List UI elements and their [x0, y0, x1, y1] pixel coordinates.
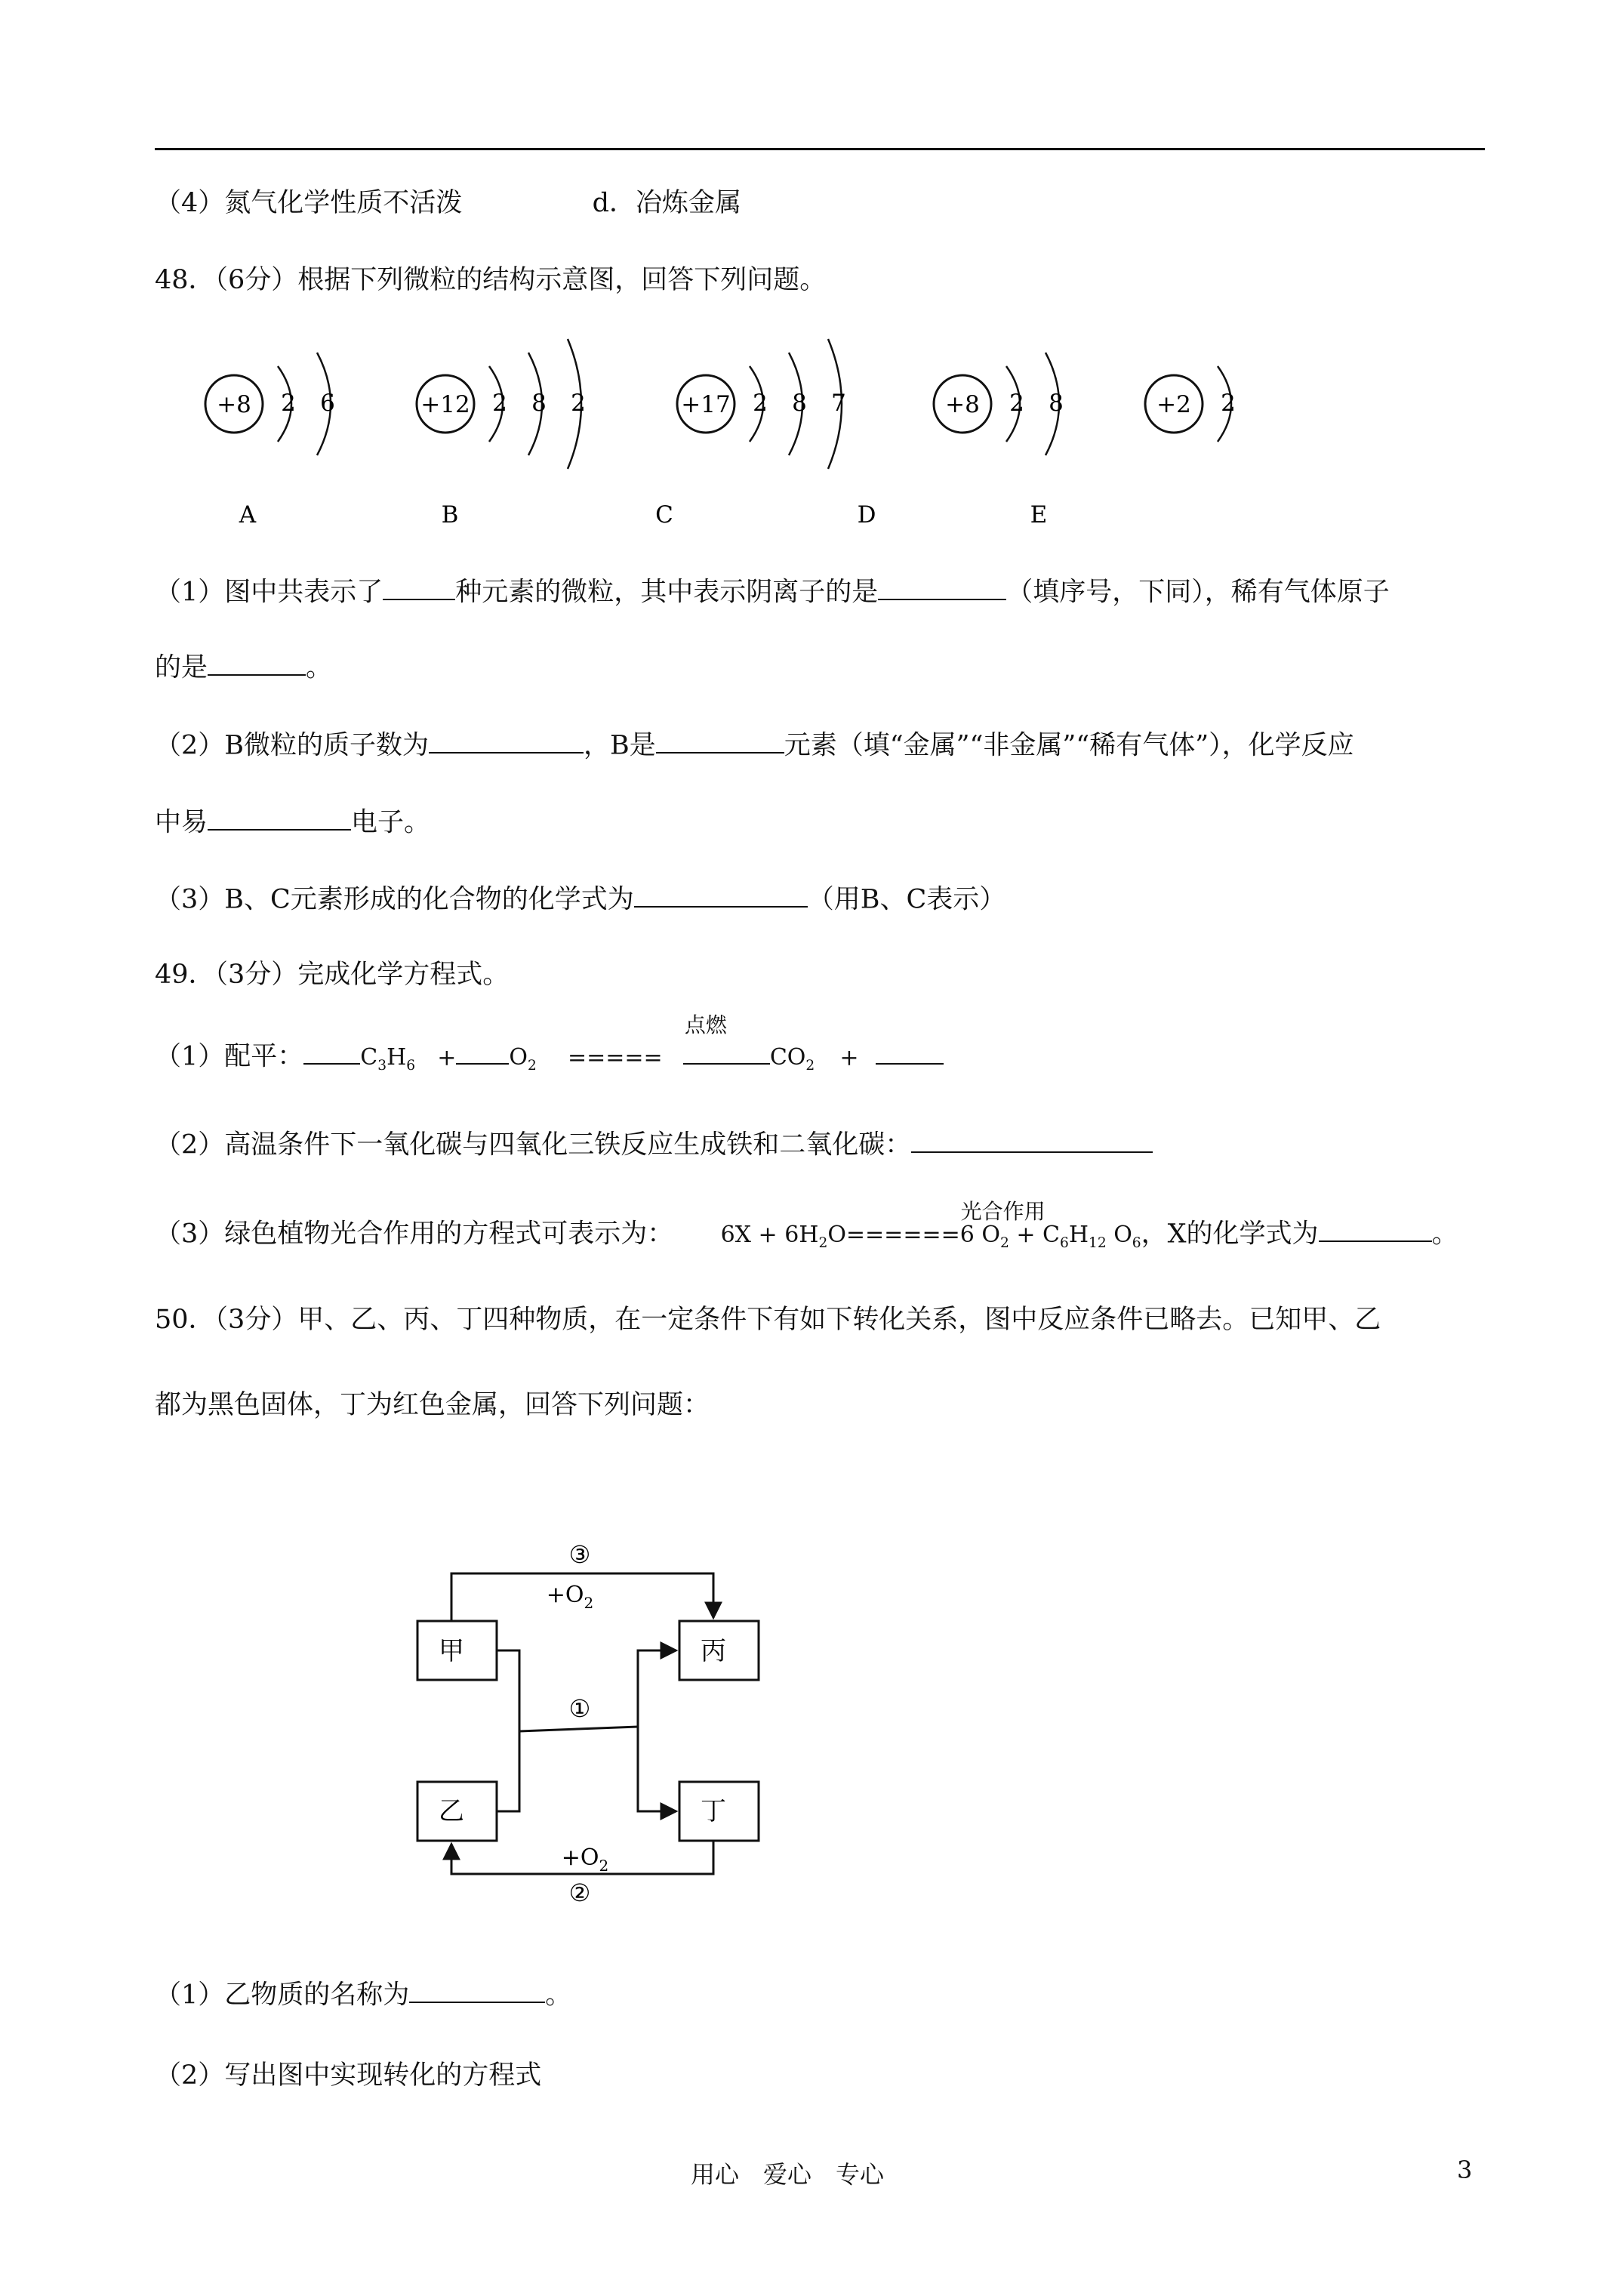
nucleus-charge: +8 [217, 391, 251, 418]
arrow-to-ding [638, 1727, 676, 1811]
electron-count: 2 [281, 390, 296, 417]
q47-option-d: d．冶炼金属 [592, 188, 741, 218]
atom-structure-diagrams [0, 0, 1623, 544]
q48-p2-text-d: 中易 [155, 807, 208, 838]
answer-blank[interactable] [456, 1038, 509, 1065]
atom-label: C [655, 501, 673, 529]
q48-p1-text-b: 种元素的微粒，其中表示阴离子的是 [455, 577, 879, 608]
atom-label: D [857, 501, 876, 529]
q48-part-2-cont [155, 804, 430, 838]
q50-p1-text: （1）乙物质的名称为 [155, 1980, 410, 2011]
q47-item-4-text: （4）氮气化学性质不活泼 [155, 188, 463, 218]
plus-sign: + [437, 1044, 457, 1071]
o2-top: $+O_2$ [546, 1582, 594, 1612]
atom-diagram-C [655, 339, 846, 529]
q50-p1-end: 。 [545, 1980, 572, 2011]
formula-c3h6: $C_3H_6$ [360, 1044, 416, 1074]
q50-part-1 [155, 1977, 571, 2011]
q48-part-2 [155, 727, 1354, 761]
q50-heading: 50．（3分）甲、乙、丙、丁四种物质，在一定条件下有如下转化关系，图中反应条件已略去。已知甲、乙 [155, 1305, 1381, 1335]
formula-co2: $CO_2$ [769, 1044, 815, 1074]
electron-count: 8 [531, 390, 547, 417]
q48-p3-text-a: （3）B、C元素形成的化合物的化学式为 [155, 884, 634, 915]
electron-count: 2 [1221, 390, 1236, 417]
q49-part-1 [155, 1012, 944, 1075]
q48-p1-text-d: 的是 [155, 652, 208, 683]
label-ding: 丁 [701, 1796, 726, 1826]
q49-heading: 49．（3分）完成化学方程式。 [155, 960, 510, 990]
answer-blank[interactable] [1319, 1216, 1432, 1242]
formula-o2: $O_2$ [509, 1044, 537, 1074]
q48-part-3 [155, 881, 1006, 915]
q48-part-1 [155, 574, 1390, 608]
q49-p3-end: 。 [1431, 1219, 1458, 1250]
electron-count: 8 [792, 390, 807, 417]
equation-arrow: ===== [567, 1044, 663, 1071]
reaction-condition: 光合作用 [960, 1199, 1046, 1225]
bracket-left [497, 1650, 519, 1811]
plus-sign: + [839, 1044, 859, 1071]
q49-part-3 [155, 1199, 1458, 1253]
o2-bottom: $+O_2$ [561, 1845, 609, 1875]
q48-p2-text-b: ，B是 [584, 730, 656, 761]
q48-p2-text-a: （2）B微粒的质子数为 [155, 730, 429, 761]
page-number: 3 [1457, 2156, 1473, 2184]
electron-count: 8 [1049, 390, 1064, 417]
atom-label: B [441, 501, 459, 529]
label-jia: 甲 [439, 1636, 464, 1666]
mark-3: ③ [568, 1540, 591, 1569]
answer-blank[interactable] [876, 1038, 944, 1065]
q48-p2-text-e: 电子。 [351, 807, 431, 838]
q48-p3-text-b: （用B、C表示） [807, 884, 1006, 915]
answer-blank[interactable] [409, 1977, 545, 2003]
nucleus-charge: +8 [945, 391, 980, 418]
q49-p3-tail: ，X的化学式为 [1141, 1219, 1319, 1250]
atom-label: A [239, 501, 257, 529]
footer-motto: 用心 爱心 专心 [691, 2160, 885, 2189]
nucleus-charge: +17 [681, 391, 731, 418]
photosynthesis-equation: 光合作用 $6X + 6H_2O======6$ $O_2 + C_6H_{12}$ $O_6$ [720, 1199, 1141, 1252]
electron-count: 2 [1009, 390, 1024, 417]
q49-part-2 [155, 1126, 1153, 1160]
electron-count: 7 [831, 390, 846, 417]
answer-blank[interactable] [208, 649, 306, 676]
nucleus-charge: +2 [1156, 391, 1191, 418]
atom-diagram-B [417, 339, 586, 529]
answer-blank[interactable] [383, 574, 455, 600]
answer-blank[interactable] [208, 804, 351, 831]
answer-blank[interactable] [683, 1038, 770, 1065]
reaction-1-line [519, 1727, 638, 1731]
atom-label: E [1030, 501, 1048, 529]
q50-part-2: （2）写出图中实现转化的方程式 [155, 2060, 542, 2091]
q48-part-1-cont [155, 649, 332, 683]
electron-count: 2 [492, 390, 507, 417]
label-bing: 丙 [701, 1636, 726, 1666]
q50-heading-cont: 都为黑色固体，丁为红色金属，回答下列问题： [155, 1390, 710, 1420]
mark-1: ① [568, 1694, 591, 1723]
answer-blank[interactable] [911, 1126, 1153, 1153]
q49-p1-label: （1）配平： [155, 1041, 304, 1072]
answer-blank[interactable] [656, 727, 784, 754]
electron-count: 6 [320, 390, 335, 417]
q49-p3-label: （3）绿色植物光合作用的方程式可表示为： [155, 1219, 674, 1250]
atom-diagram-A [205, 353, 335, 529]
q48-p1-text-a: （1）图中共表示了 [155, 577, 383, 608]
mark-2: ② [568, 1878, 591, 1907]
q48-heading: 48．（6分）根据下列微粒的结构示意图，回答下列问题。 [155, 265, 827, 295]
answer-blank[interactable] [878, 574, 1006, 600]
q48-p2-text-c: 元素（填“金属”“非金属”“稀有气体”），化学反应 [784, 730, 1354, 761]
reaction-condition: 点燃 [684, 1012, 727, 1037]
q48-p1-text-e: 。 [306, 652, 333, 683]
answer-blank[interactable] [634, 881, 808, 908]
label-yi: 乙 [439, 1796, 464, 1826]
conversion-diagram [0, 1533, 1623, 1925]
q48-p1-text-c: （填序号，下同），稀有气体原子 [1006, 577, 1390, 608]
q49-p2-text: （2）高温条件下一氧化碳与四氧化三铁反应生成铁和二氧化碳： [155, 1130, 912, 1160]
answer-blank[interactable] [429, 727, 584, 754]
electron-count: 2 [571, 390, 586, 417]
electron-count: 2 [753, 390, 768, 417]
nucleus-charge: +12 [420, 391, 470, 418]
arrow-to-bing [638, 1650, 676, 1727]
answer-blank[interactable] [303, 1038, 360, 1065]
